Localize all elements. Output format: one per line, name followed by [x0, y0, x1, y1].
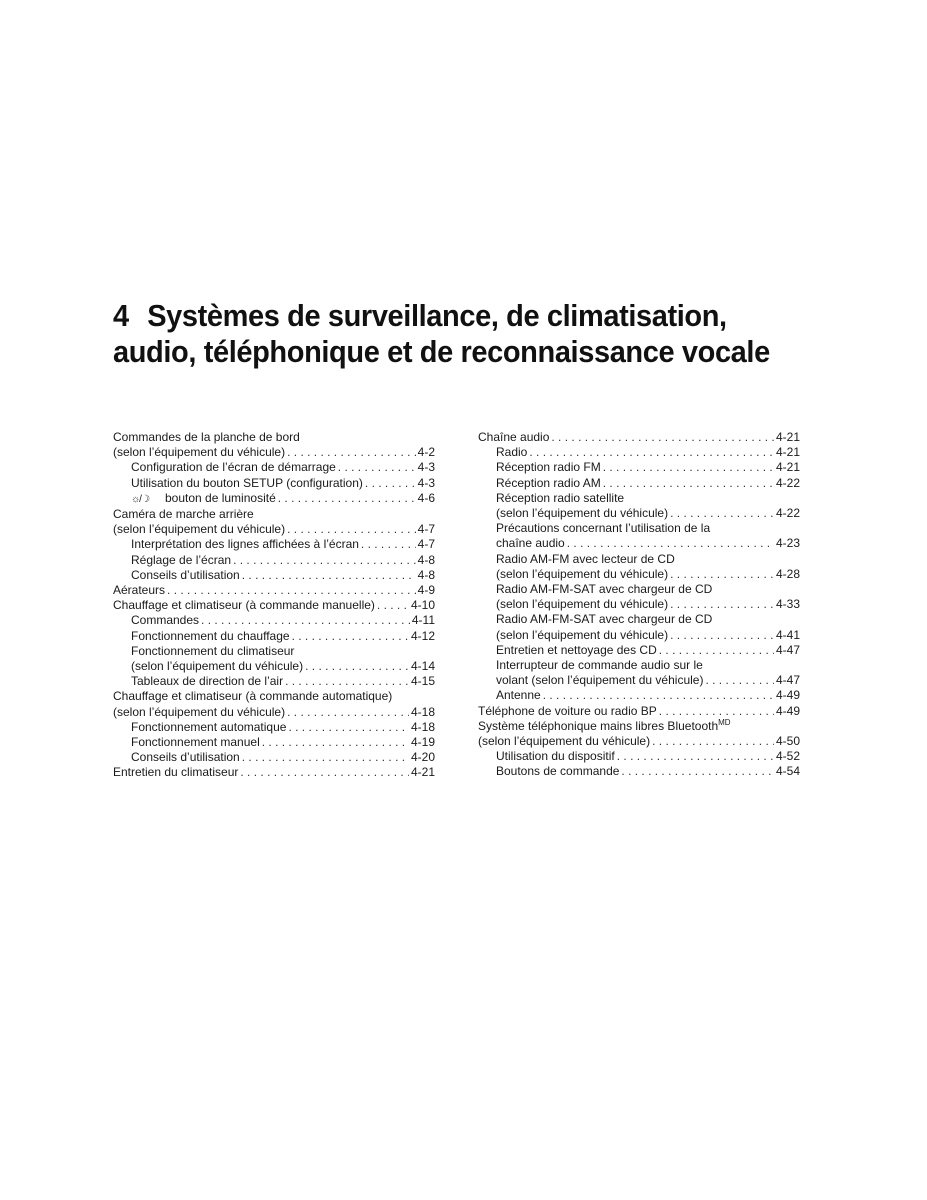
dot-leader: [305, 659, 409, 674]
toc-page-number: 4-7: [417, 522, 435, 537]
toc-entry[interactable]: [113, 598, 435, 613]
toc-entry-title: Radio AM-FM avec lecteur de CD: [496, 551, 675, 566]
toc-entry[interactable]: [113, 613, 435, 628]
toc-entry[interactable]: [478, 582, 800, 612]
dot-leader: [670, 597, 774, 612]
toc-page-number: 4-9: [417, 583, 435, 598]
toc-entry[interactable]: [113, 629, 435, 644]
dot-leader: [361, 537, 416, 552]
toc-page-number: 4-8: [417, 567, 435, 582]
dot-leader: [292, 629, 409, 644]
toc-page-number: 4-6: [417, 490, 435, 505]
toc-entry-label: Fonctionnement du chauffage: [131, 628, 290, 643]
toc-entry-title: Commandes de la planche de bord: [113, 430, 300, 444]
dot-leader: [670, 628, 774, 643]
toc-entry-label: ☼/☽ bouton de luminosité: [131, 491, 276, 507]
toc-entry[interactable]: [113, 583, 435, 598]
toc-page-number: 4-14: [410, 659, 435, 674]
brightness-icon: ☼/☽: [131, 493, 149, 505]
toc-entry[interactable]: [113, 537, 435, 552]
chapter-title-line1: Systèmes de surveillance, de climatisation,: [147, 299, 727, 333]
toc-page-number: 4-47: [775, 642, 800, 657]
dot-leader: [201, 613, 410, 628]
dot-leader: [287, 522, 416, 537]
dot-leader: [551, 430, 774, 445]
toc-page-number: 4-21: [775, 430, 800, 444]
toc-entry-label: Chauffage et climatiseur (à commande manuelle): [113, 598, 375, 613]
dot-leader: [659, 704, 774, 719]
dot-leader: [652, 734, 774, 749]
toc-entry-label: Entretien et nettoyage des CD: [496, 642, 657, 657]
toc-entry[interactable]: [478, 643, 800, 658]
dot-leader: [338, 460, 416, 475]
toc-entry-label: (selon l’équipement du véhicule): [113, 704, 286, 719]
toc-entry[interactable]: [478, 491, 800, 521]
toc-entry-label: (selon l’équipement du véhicule): [478, 734, 651, 749]
toc-page-number: 4-41: [775, 627, 800, 642]
dot-leader: [659, 643, 774, 658]
dot-leader: [278, 491, 416, 506]
toc-page-number: 4-21: [775, 445, 800, 460]
dot-leader: [705, 673, 774, 688]
toc-page-number: 4-12: [410, 628, 435, 643]
toc-entry[interactable]: [113, 674, 435, 689]
dot-leader: [567, 536, 774, 551]
dot-leader: [240, 765, 409, 780]
dot-leader: [287, 445, 416, 460]
toc-entry-label: Radio: [496, 445, 528, 460]
dot-leader: [670, 567, 774, 582]
toc-entry[interactable]: [113, 476, 435, 491]
toc-entry-label: Antenne: [496, 688, 541, 703]
toc-entry-label: Téléphone de voiture ou radio BP: [478, 703, 657, 718]
toc-entry[interactable]: [478, 460, 800, 475]
toc-entry[interactable]: [478, 749, 800, 764]
toc-entry-title: Fonctionnement du climatiseur: [131, 643, 295, 658]
toc-entry-title: Caméra de marche arrière: [113, 507, 254, 522]
toc-entry-label: (selon l’équipement du véhicule): [496, 627, 669, 642]
toc-page-number: 4-10: [410, 598, 435, 613]
toc-entry[interactable]: [478, 476, 800, 491]
toc-entry-label: Fonctionnement automatique: [131, 719, 287, 734]
toc-page-number: 4-50: [775, 734, 800, 749]
toc-page-number: 4-22: [775, 475, 800, 490]
toc-page-number: 4-20: [410, 750, 435, 765]
toc-entry-title: Précautions concernant l’utilisation de la: [496, 521, 711, 536]
toc-entry-label: Réception radio FM: [496, 460, 601, 475]
dot-leader: [529, 445, 774, 460]
toc-entry-label: Conseils d’utilisation: [131, 567, 240, 582]
toc-entry-title: Radio AM-FM-SAT avec chargeur de CD: [496, 612, 713, 627]
toc-entry-title: Système téléphonique mains libres Bluetooth$^{MD}$: [478, 717, 731, 733]
toc-entry[interactable]: [113, 491, 435, 507]
toc-entry-label: Configuration de l’écran de démarrage: [131, 460, 336, 475]
dot-leader: [285, 674, 409, 689]
dot-leader: [621, 764, 774, 779]
toc-entry-label: Utilisation du dispositif: [496, 749, 615, 764]
dot-leader: [377, 598, 409, 613]
toc-page-number: 4-19: [410, 735, 435, 750]
toc-page-number: 4-8: [417, 552, 435, 567]
chapter-title: [113, 298, 816, 370]
toc-entry[interactable]: [478, 688, 800, 703]
toc-entry-label: Aérateurs: [113, 583, 166, 598]
dot-leader: [365, 476, 416, 491]
toc-entry-title: Chauffage et climatiseur (à commande automatique): [113, 689, 393, 704]
dot-leader: [617, 749, 774, 764]
toc-entry-label: Fonctionnement manuel: [131, 735, 260, 750]
toc-entry[interactable]: [113, 430, 435, 460]
toc-page-number: 4-22: [775, 506, 800, 521]
dot-leader: [543, 688, 774, 703]
toc-entry[interactable]: [478, 430, 800, 445]
dot-leader: [262, 735, 409, 750]
toc-column-right: [478, 430, 800, 780]
toc-entry[interactable]: [478, 521, 800, 551]
toc-entry-label: Commandes: [131, 613, 200, 628]
toc-entry-label: (selon l’équipement du véhicule): [131, 659, 304, 674]
toc-page-number: 4-49: [775, 688, 800, 703]
toc-entry[interactable]: [113, 750, 435, 765]
toc-entry-title: Interrupteur de commande audio sur le: [496, 658, 703, 673]
toc-page-number: 4-18: [410, 704, 435, 719]
toc-page-number: 4-23: [775, 536, 800, 551]
dot-leader: [288, 720, 409, 735]
toc-page-number: 4-49: [775, 703, 800, 718]
toc-entry-label: Chaîne audio: [478, 430, 550, 444]
dot-leader: [167, 583, 416, 598]
dot-leader: [242, 568, 416, 583]
toc-entry[interactable]: [113, 568, 435, 583]
dot-leader: [603, 460, 774, 475]
toc-entry-label: Utilisation du bouton SETUP (configuration): [131, 475, 363, 490]
toc-entry-title: Radio AM-FM-SAT avec chargeur de CD: [496, 582, 713, 597]
dot-leader: [287, 705, 409, 720]
toc-entry-label: (selon l’équipement du véhicule): [496, 566, 669, 581]
toc-entry-label: Tableaux de direction de l’air: [131, 674, 284, 689]
toc-entry-label: Conseils d’utilisation: [131, 750, 240, 765]
trademark-superscript: MD: [718, 717, 731, 727]
toc-entry[interactable]: [113, 689, 435, 719]
toc-entry-label: Entretien du climatiseur: [113, 765, 239, 780]
toc-entry[interactable]: [113, 644, 435, 674]
toc-page-number: 4-2: [417, 445, 435, 460]
dot-leader: [603, 476, 774, 491]
toc-entry[interactable]: [478, 704, 800, 719]
toc-entry-label: (selon l’équipement du véhicule): [113, 522, 286, 537]
toc-entry-label: Réglage de l’écran: [131, 552, 232, 567]
toc-entry[interactable]: [478, 612, 800, 642]
chapter-title-line2: audio, téléphonique et de reconnaissance vocale: [113, 335, 770, 369]
toc-entry-title: Réception radio satellite: [496, 490, 625, 505]
toc-entry-label: (selon l’équipement du véhicule): [496, 597, 669, 612]
toc-entry[interactable]: [113, 460, 435, 475]
toc-page-number: 4-33: [775, 597, 800, 612]
dot-leader: [242, 750, 409, 765]
toc-entry[interactable]: [113, 735, 435, 750]
toc-page-number: 4-47: [775, 673, 800, 688]
toc-entry[interactable]: [113, 765, 435, 780]
toc-page-number: 4-54: [775, 764, 800, 779]
dot-leader: [233, 553, 416, 568]
toc-entry-label: Boutons de commande: [496, 764, 620, 779]
toc-entry-label: Interprétation des lignes affichées à l’écran: [131, 537, 359, 552]
toc-entry[interactable]: [478, 719, 800, 749]
toc-page-number: 4-3: [417, 460, 435, 475]
toc-entry-label: Réception radio AM: [496, 475, 601, 490]
toc-entry[interactable]: [478, 764, 800, 779]
toc-entry-label: (selon l’équipement du véhicule): [496, 506, 669, 521]
toc-page-number: 4-7: [417, 537, 435, 552]
toc-page-number: 4-21: [775, 460, 800, 475]
toc-entry[interactable]: [478, 445, 800, 460]
toc-entry-label: (selon l’équipement du véhicule): [113, 445, 286, 460]
toc-page-number: 4-15: [410, 674, 435, 689]
toc-column-left: [113, 430, 435, 781]
toc-page-number: 4-28: [775, 566, 800, 581]
toc-entry[interactable]: [113, 553, 435, 568]
toc-page-number: 4-18: [410, 719, 435, 734]
dot-leader: [670, 506, 774, 521]
toc-entry[interactable]: [478, 658, 800, 688]
toc-entry-label: chaîne audio: [496, 536, 565, 551]
toc-page-number: 4-21: [410, 765, 435, 780]
chapter-number: 4: [113, 299, 129, 333]
toc-page-number: 4-3: [417, 475, 435, 490]
toc-entry[interactable]: [478, 552, 800, 582]
toc-entry[interactable]: [113, 720, 435, 735]
toc-page-number: 4-11: [411, 613, 435, 628]
toc-entry-label: volant (selon l’équipement du véhicule): [496, 673, 704, 688]
toc-entry[interactable]: [113, 507, 435, 537]
toc-page-number: 4-52: [775, 749, 800, 764]
